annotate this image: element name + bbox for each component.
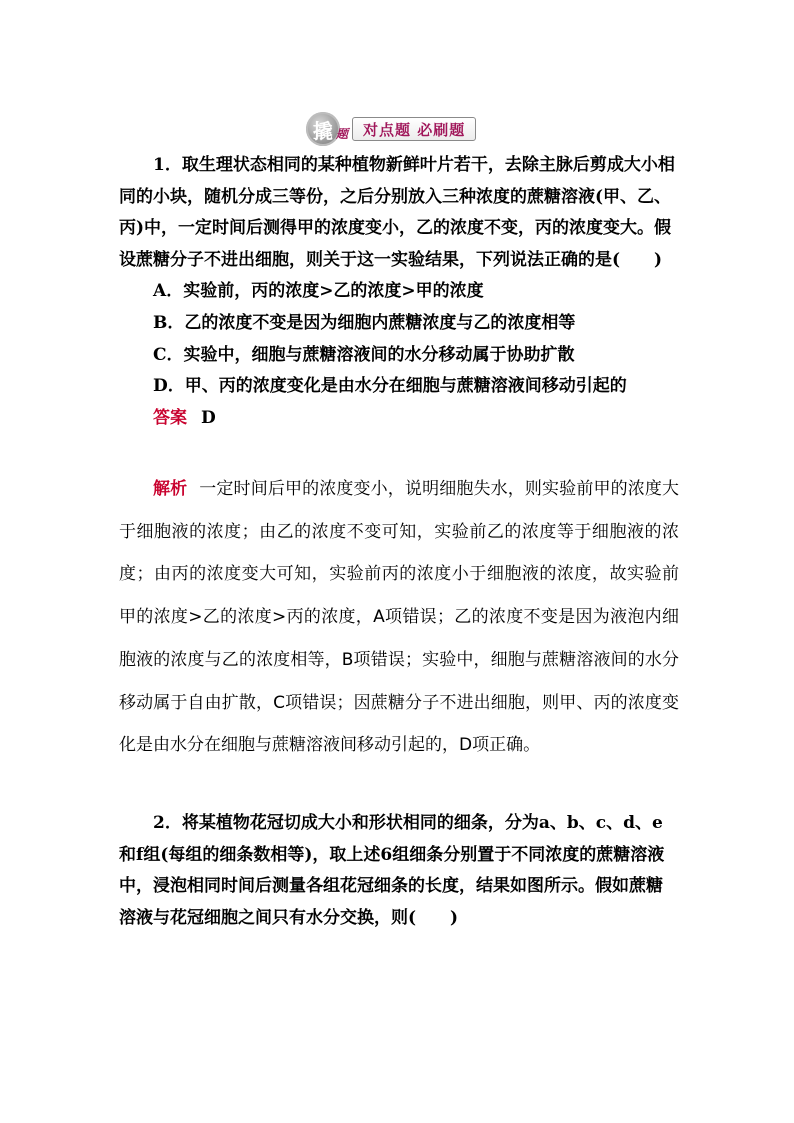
question-2 (119, 808, 679, 934)
question-1-stem: 1．取生理状态相同的某种植物新鲜叶片若干，去除主脉后剪成大小相同的小块，随机分成三等份，之后分别放入三种浓度的蔗糖溶液(甲、乙、丙)中，一定时间后测得甲的浓度变小，乙的浓度不变，丙的浓度变大。假设蔗糖分子不进出细胞，则关于这一实验结果，下列说法正确的是( ) (119, 155, 675, 270)
section-banner (306, 112, 476, 146)
badge-sub: 题 (336, 126, 349, 141)
option-d: D．甲、丙的浓度变化是由水分在细胞与蔗糖溶液间移动引起的 (153, 376, 627, 397)
badge-icon (306, 112, 340, 146)
option-b: B．乙的浓度不变是因为细胞内蔗糖浓度与乙的浓度相等 (153, 312, 576, 333)
answer-label: 答案 (153, 407, 187, 428)
answer-line (119, 403, 679, 435)
answer-value: D (201, 407, 216, 428)
question-1 (119, 150, 679, 434)
option-c: C．实验中，细胞与蔗糖溶液间的水分移动属于协助扩散 (153, 344, 575, 365)
option-a: A．实验前，丙的浓度>乙的浓度>甲的浓度 (153, 281, 484, 302)
analysis-block (119, 468, 679, 767)
section-title: 对点题 必刷题 (352, 117, 476, 141)
badge-char: 撬 (313, 118, 333, 143)
question-2-stem: 2．将某植物花冠切成大小和形状相同的细条，分为a、b、c、d、e和f组(每组的细条数相等)，取上述6组细条分别置于不同浓度的蔗糖溶液中，浸泡相同时间后测量各组花冠细条的长度，结果如图所示。假如蔗糖溶液与花冠细胞之间只有水分交换，则( ) (119, 813, 665, 928)
analysis-label: 解析 (153, 479, 188, 499)
analysis-text: 一定时间后甲的浓度变小，说明细胞失水，则实验前甲的浓度大于细胞液的浓度；由乙的浓度不变可知，实验前乙的浓度等于细胞液的浓度；由丙的浓度变大可知，实验前丙的浓度小于细胞液的浓度，故实验前甲的浓度>乙的浓度>丙的浓度，A项错误；乙的浓度不变是因为液泡内细胞液的浓度与乙的浓度相等，B项错误；实验中，细胞与蔗糖溶液间的水分移动属于自由扩散，C项错误；因蔗糖分子不进出细胞，则甲、丙的浓度变化是由水分在细胞与蔗糖溶液间移动引起的，D项正确。 (119, 479, 680, 756)
